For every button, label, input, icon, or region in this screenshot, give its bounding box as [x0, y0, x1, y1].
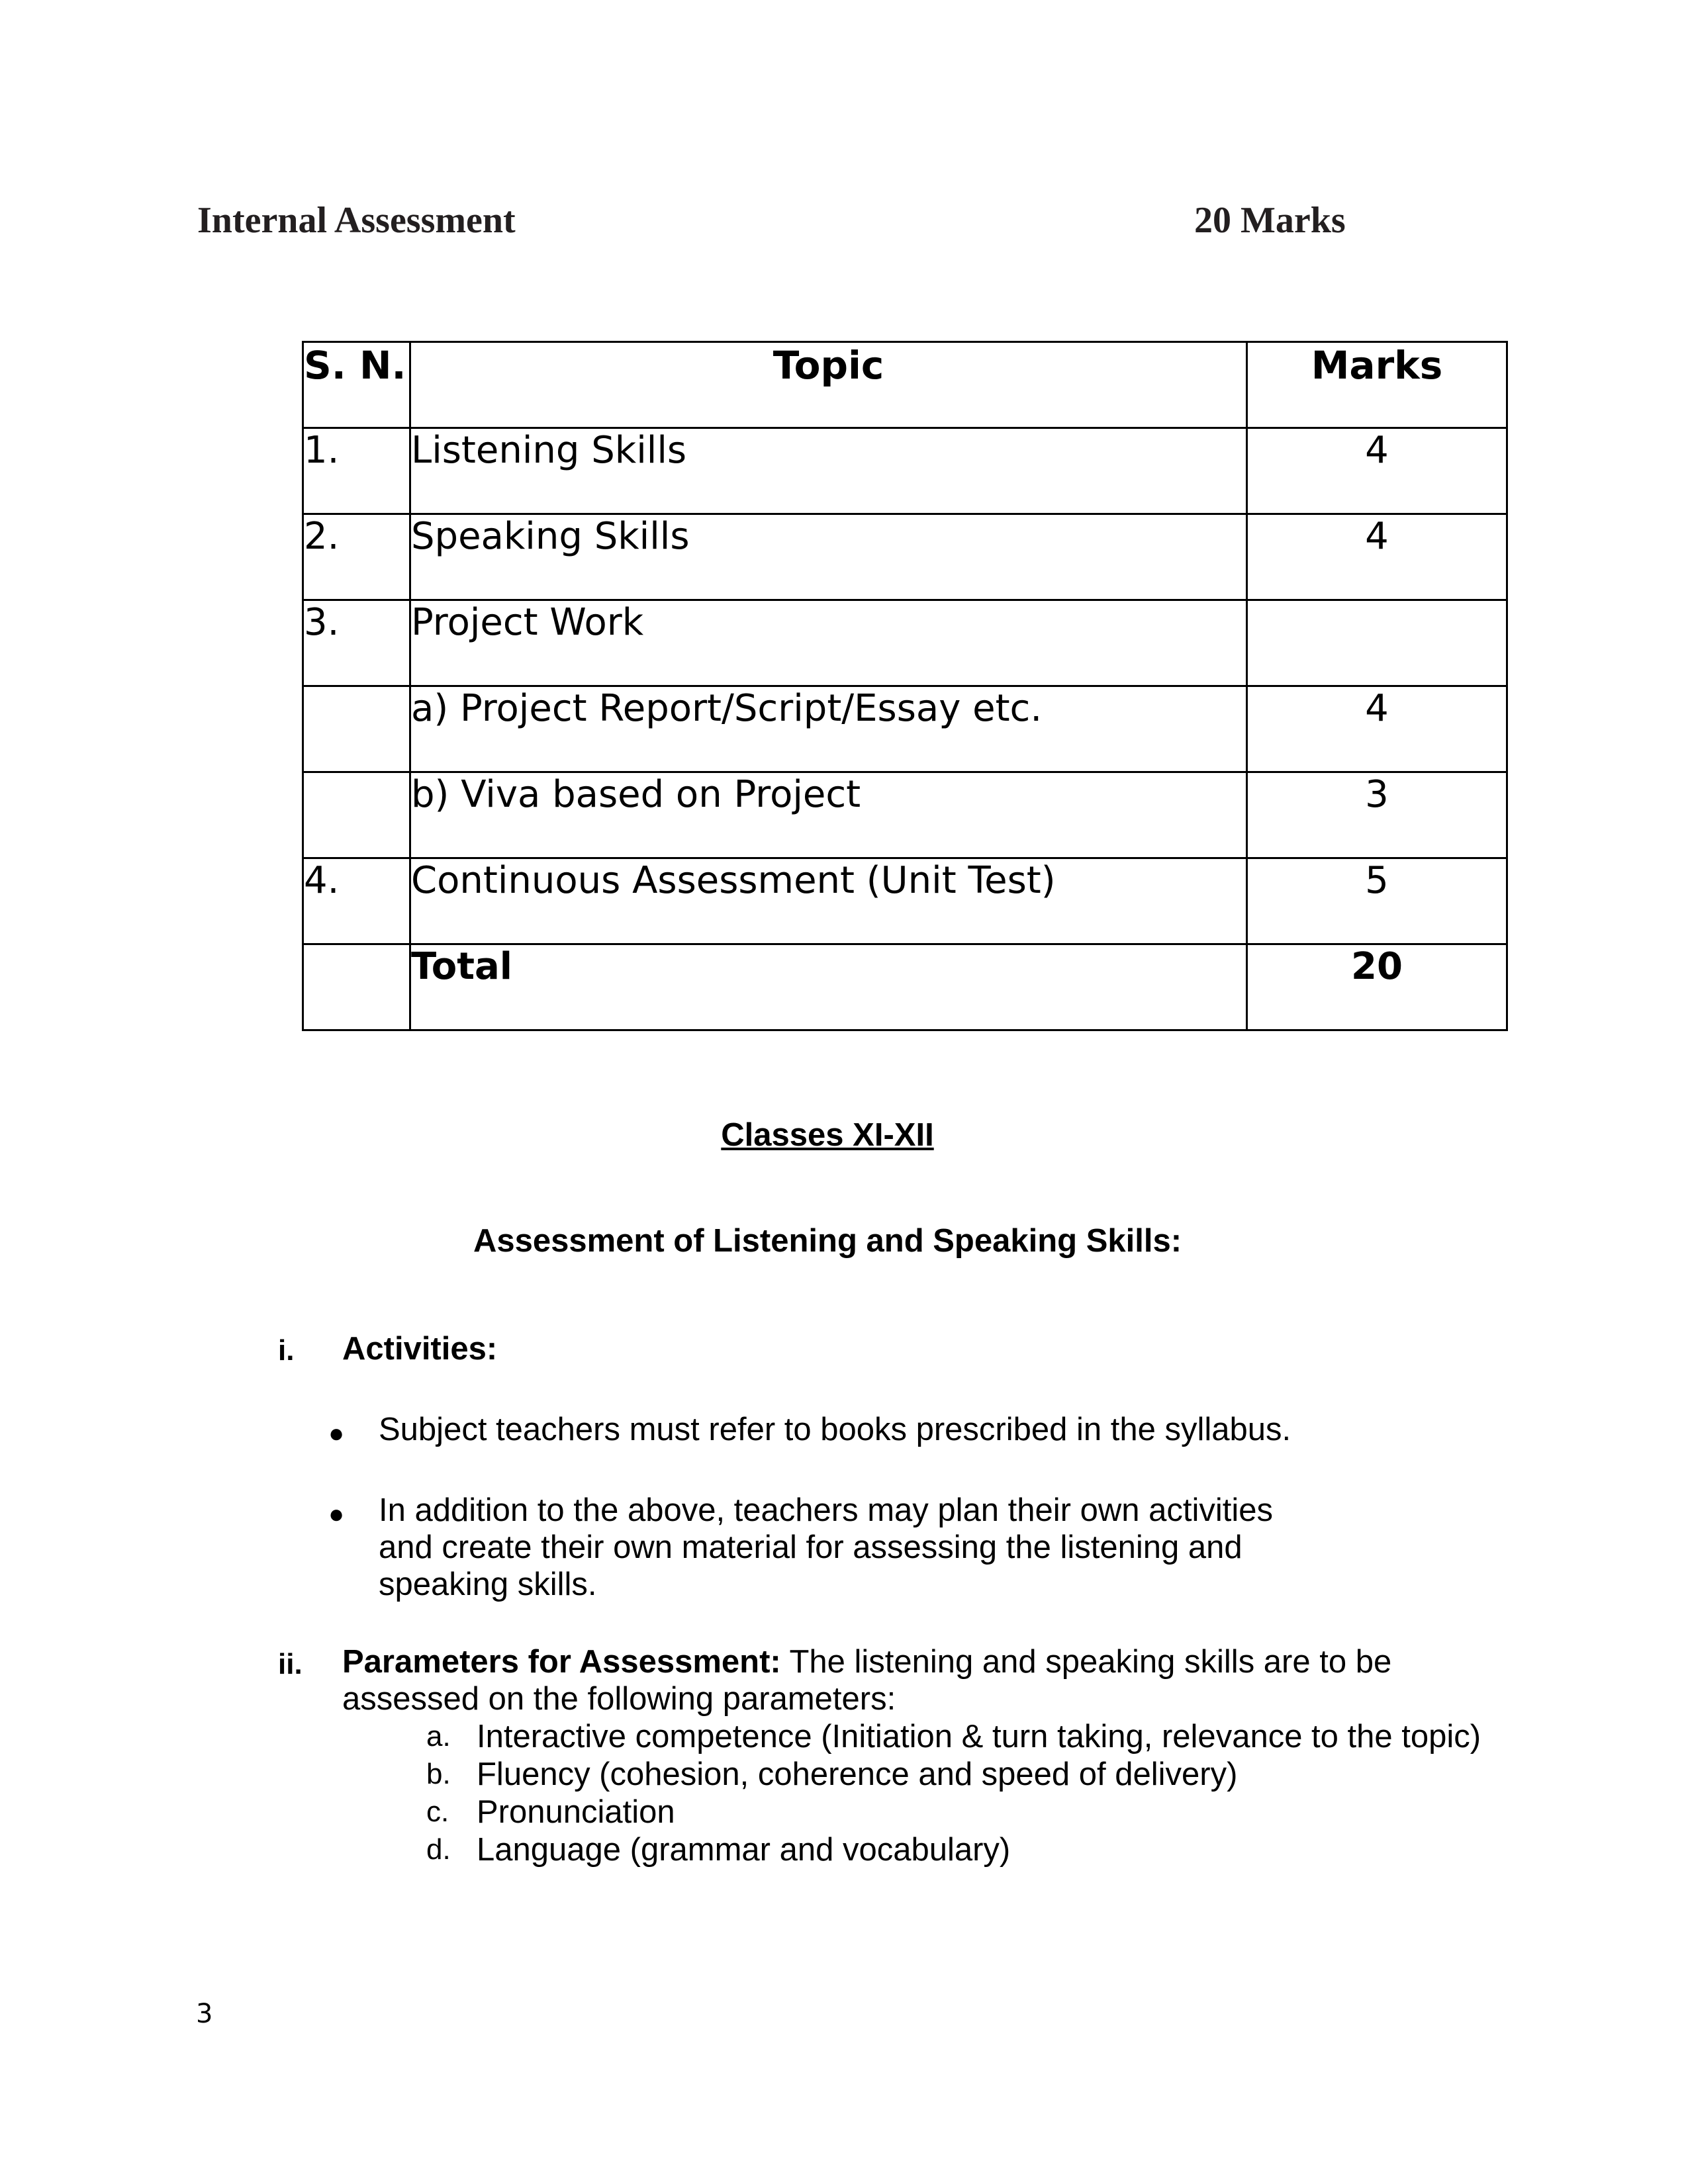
cell-sn: 4.	[303, 858, 410, 944]
cell-marks: 4	[1247, 514, 1507, 600]
bullet-dot-icon: ●	[328, 1419, 345, 1448]
cell-marks	[1247, 600, 1507, 686]
cell-sn: 3.	[303, 600, 410, 686]
cell-topic: Project Work	[410, 600, 1247, 686]
list-item-letter: a.	[426, 1720, 451, 1752]
cell-sn-empty	[303, 944, 410, 1030]
list-item-text: Fluency (cohesion, coherence and speed of delivery)	[477, 1756, 1238, 1792]
page-title: Internal Assessment	[197, 200, 516, 241]
cell-topic: b) Viva based on Project	[410, 772, 1247, 858]
table-row	[303, 514, 1507, 600]
marks-table	[302, 341, 1508, 1031]
cell-marks: 3	[1247, 772, 1507, 858]
cell-topic: Continuous Assessment (Unit Test)	[410, 858, 1247, 944]
total-label: Total	[410, 944, 1247, 1030]
page-number: 3	[196, 1999, 213, 2029]
table-header-row	[303, 342, 1507, 428]
cell-sn	[303, 772, 410, 858]
section-ii-numeral: ii.	[278, 1648, 303, 1680]
table-row	[303, 600, 1507, 686]
list-item-letter: d.	[426, 1833, 451, 1866]
cell-topic: a) Project Report/Script/Essay etc.	[410, 686, 1247, 772]
list-item-text: Pronunciation	[477, 1794, 675, 1830]
header-marks: Marks	[1247, 342, 1507, 428]
cell-marks: 5	[1247, 858, 1507, 944]
list-item-letter: b.	[426, 1758, 451, 1790]
section-ii-text: The listening and speaking skills are to be assessed on the following parameters:	[342, 1644, 1392, 1717]
list-item-text: Interactive competence (Initiation & turn taking, relevance to the topic)	[477, 1719, 1481, 1754]
list-item	[426, 1831, 1552, 1869]
activity-bullet-1: Subject teachers must refer to books prescribed in the syllabus.	[379, 1412, 1291, 1447]
total-row	[303, 944, 1507, 1030]
list-item	[426, 1756, 1552, 1794]
cell-marks: 4	[1247, 428, 1507, 514]
parameters-list	[426, 1718, 1552, 1869]
cell-marks: 4	[1247, 686, 1507, 772]
bullet-dot-icon: ●	[328, 1500, 345, 1529]
list-item	[426, 1794, 1552, 1831]
header-sn: S. N.	[303, 342, 410, 428]
section-ii-label: Parameters for Assessment:	[342, 1644, 781, 1680]
list-item	[426, 1718, 1552, 1756]
classes-heading	[0, 1115, 1655, 1155]
table-row	[303, 858, 1507, 944]
table-row	[303, 428, 1507, 514]
cell-sn	[303, 686, 410, 772]
section-i-label: Activities:	[342, 1331, 498, 1367]
list-item-text: Language (grammar and vocabulary)	[477, 1832, 1011, 1868]
table-row	[303, 686, 1507, 772]
list-item-letter: c.	[426, 1796, 449, 1828]
cell-topic: Listening Skills	[410, 428, 1247, 514]
parameters-paragraph	[342, 1643, 1401, 1717]
cell-sn: 2.	[303, 514, 410, 600]
classes-heading-text: Classes XI-XII	[721, 1117, 934, 1153]
assessment-title: Assessment of Listening and Speaking Skills:	[473, 1223, 1182, 1259]
total-marks-heading: 20 Marks	[1194, 200, 1346, 241]
cell-sn: 1.	[303, 428, 410, 514]
header-topic: Topic	[410, 342, 1247, 428]
section-i-numeral: i.	[278, 1334, 295, 1367]
table-row	[303, 772, 1507, 858]
cell-topic: Speaking Skills	[410, 514, 1247, 600]
total-marks: 20	[1247, 944, 1507, 1030]
activity-bullet-2: In addition to the above, teachers may plan their own activities and create their own material for assessing the listening and speaking skills.	[379, 1492, 1273, 1602]
